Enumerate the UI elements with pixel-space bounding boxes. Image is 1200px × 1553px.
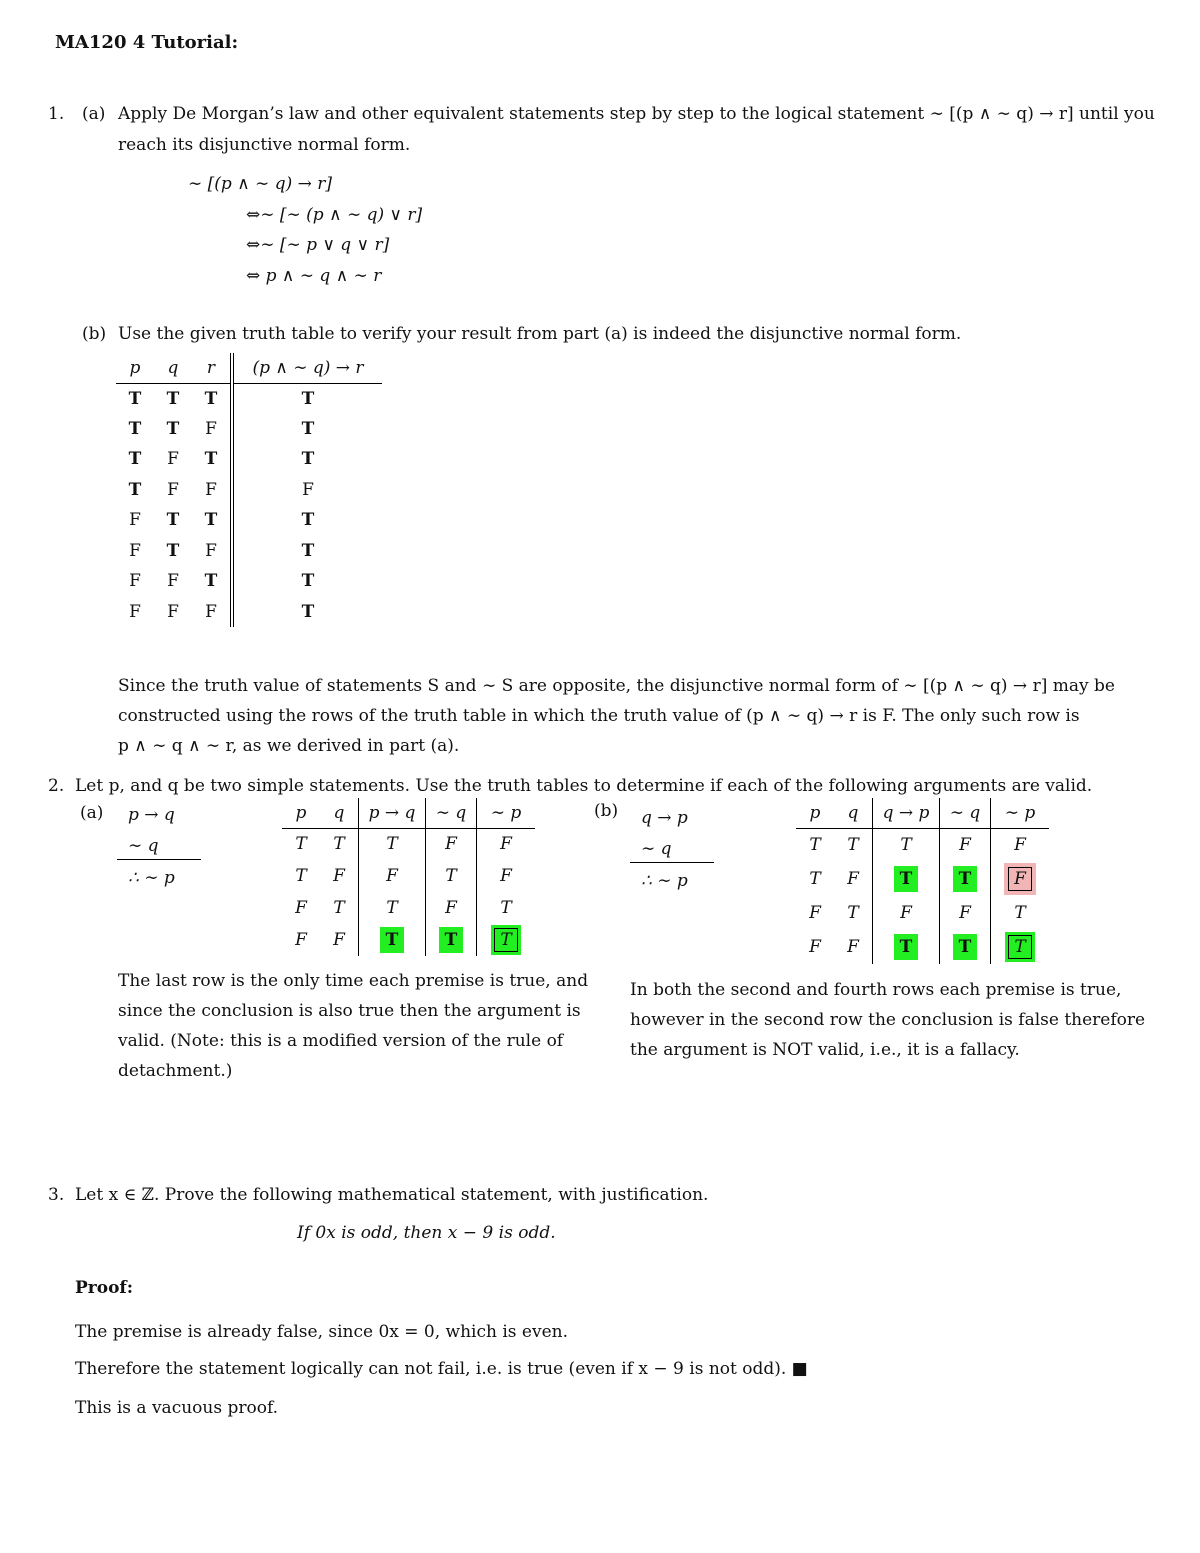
q1a-step-3: ⇔ p ∧ ∼ q ∧ ∼ r <box>246 266 382 286</box>
q2a-table-cell <box>477 924 536 956</box>
q2a-table-cell: F <box>295 898 307 918</box>
q1a-text2: reach its disjunctive normal form. <box>118 135 411 155</box>
q2b-table-cell: F <box>940 896 991 930</box>
q2a-table-cell <box>359 924 426 956</box>
q2a-premise-1: p → q <box>128 805 175 825</box>
q1-table-row <box>116 536 382 567</box>
q1-table-cell: F <box>129 571 141 592</box>
q2b-table-header: ∼ p <box>1004 802 1036 823</box>
q1-table-cell: T <box>166 418 180 439</box>
q2b-table-header: q → p <box>873 798 940 828</box>
q2b-highlight-conclusion <box>1005 932 1034 962</box>
q1-table-row <box>116 597 382 628</box>
q2a-table-cell: T <box>295 834 307 855</box>
q3-text: Let x ∈ ℤ. Prove the following mathematical statement, with justification. <box>75 1185 709 1205</box>
q1-table-cell: T <box>128 418 142 439</box>
q2a-table-header: q <box>320 798 359 828</box>
q2b-table-cell: T <box>809 835 821 856</box>
q2a-table-row <box>282 828 535 860</box>
q1-table-cell: T <box>301 571 315 592</box>
q2b-table-cell <box>991 862 1050 896</box>
q2a-premise-2: ∼ q <box>128 836 159 856</box>
q1-table-cell: F <box>192 414 232 445</box>
q1-table-cell: F <box>167 449 179 470</box>
q2b-explanation <box>630 975 1145 1065</box>
q1a-step-2: ⇔∼ [∼ p ∨ q ∨ r] <box>246 235 390 255</box>
q2a-label: (a) <box>80 803 104 823</box>
q1-table-header: q <box>167 357 179 378</box>
q2b-table-header: q <box>834 798 873 828</box>
q2a-table-cell: T <box>359 828 426 860</box>
q1-table-cell: F <box>167 479 179 500</box>
q1-conclusion <box>118 671 1115 761</box>
q1-table-row <box>116 444 382 475</box>
q1-table-cell: T <box>301 510 315 531</box>
q1-table-cell: F <box>192 597 232 628</box>
q2a-explanation <box>118 966 588 1086</box>
q2a-table-cell: F <box>426 828 477 860</box>
q2a-conclusion-value: T <box>494 928 517 952</box>
q2b-argument-rule <box>630 862 714 863</box>
q2b-table-cell: F <box>834 930 873 964</box>
q1-conclusion-line: p ∧ ∼ q ∧ ∼ r, as we derived in part (a). <box>118 736 460 756</box>
q2b-table-row <box>796 828 1049 862</box>
q1-table-cell: T <box>166 510 180 531</box>
q1-table-cell: F <box>129 540 141 561</box>
q2b-highlight-premise: T <box>894 866 919 892</box>
q1-table-cell: F <box>192 475 232 506</box>
q1-table-row <box>116 383 382 414</box>
q2a-table-header: p → q <box>359 798 426 828</box>
q2b-table-header: p <box>809 802 821 823</box>
q2-number: 2. <box>48 776 65 796</box>
q3-statement: If 0x is odd, then x − 9 is odd. <box>297 1223 556 1243</box>
q2b-explanation-line: the argument is NOT valid, i.e., it is a fallacy. <box>630 1040 1020 1060</box>
q2b-conclusion-value: T <box>1008 935 1031 959</box>
q2a-table-cell: F <box>500 834 512 855</box>
q2b-table-cell: F <box>940 828 991 862</box>
q2a-table-row <box>282 924 535 956</box>
q2b-label: (b) <box>594 801 619 821</box>
q2a-conclusion: ∴ ∼ p <box>128 868 175 888</box>
q2a-table-cell: T <box>320 828 359 860</box>
q2a-table-cell: T <box>295 866 307 886</box>
q2a-table-header: ∼ p <box>490 802 522 823</box>
q2a-table-cell: F <box>320 860 359 892</box>
q1-table-cell: T <box>192 383 232 414</box>
q1a-label: (a) <box>82 104 106 124</box>
q2b-table-cell: T <box>1014 903 1026 923</box>
q2a-table-cell: T <box>359 892 426 924</box>
q1-table-cell: F <box>192 536 232 567</box>
page-title: MA120 4 Tutorial: <box>55 32 239 53</box>
q2b-table-row <box>796 930 1049 964</box>
q2b-table-cell: F <box>873 896 940 930</box>
q1-table-header: p <box>129 357 141 378</box>
q1-table-row <box>116 414 382 445</box>
q3-proof-line: This is a vacuous proof. <box>75 1398 279 1418</box>
q2b-table-cell <box>991 930 1050 964</box>
q1-table-cell: T <box>301 540 315 561</box>
q1a-step-1: ⇔∼ [∼ (p ∧ ∼ q) ∨ r] <box>246 205 423 225</box>
q2a-table-cell: T <box>500 898 512 918</box>
q2b-table-cell: F <box>1014 835 1026 856</box>
q2a-table-row <box>282 860 535 892</box>
q3-proof-line: The premise is already false, since 0x = 0, which is even. <box>75 1322 568 1342</box>
q2b-truth-table <box>796 798 1049 964</box>
q1-table-cell: T <box>128 388 142 409</box>
q1-table-cell: T <box>301 418 315 439</box>
q2a-argument-rule <box>117 859 201 860</box>
q2a-table-cell <box>426 924 477 956</box>
q2b-table-cell: T <box>834 896 873 930</box>
q1-table-row <box>116 505 382 536</box>
q1-table-cell: T <box>192 566 232 597</box>
q1-table-cell: T <box>166 540 180 561</box>
q2a-explanation-line: since the conclusion is also true then the argument is <box>118 1001 581 1021</box>
q2a-table-cell: F <box>426 892 477 924</box>
q1-table-cell: F <box>167 601 179 622</box>
q2a-table-cell: F <box>320 924 359 956</box>
q2b-highlight-premise: T <box>953 866 978 892</box>
q2a-table-row <box>282 892 535 924</box>
q2b-table-header: ∼ q <box>940 798 991 828</box>
q1-table-cell: T <box>301 388 315 409</box>
q2b-highlight-premise: T <box>894 934 919 960</box>
q3-proof-line: Therefore the statement logically can not fail, i.e. is true (even if x − 9 is not odd). ■ <box>75 1359 808 1379</box>
q2b-conclusion-value: F <box>1008 867 1032 891</box>
q3-proof-label: Proof: <box>75 1278 134 1298</box>
q2b-premise-1: q → p <box>641 808 688 828</box>
q1a-text: Apply De Morgan’s law and other equivalent statements step by step to the logical statement ∼ [(p ∧ ∼ q) → r] until you <box>118 104 1155 124</box>
q1-table-cell: F <box>129 601 141 622</box>
q1a-step-0: ∼ [(p ∧ ∼ q) → r] <box>188 174 333 194</box>
q2a-table-header: ∼ q <box>426 798 477 828</box>
q2a-table-header: p <box>295 802 307 823</box>
q2-text: Let p, and q be two simple statements. Use the truth tables to determine if each of the following arguments are valid. <box>75 776 1093 796</box>
q2a-table-cell: T <box>320 892 359 924</box>
q1-table-row <box>116 475 382 506</box>
q2a-explanation-line: The last row is the only time each premise is true, and <box>118 971 589 991</box>
q1-table-cell: F <box>167 571 179 592</box>
q2a-table-cell: T <box>426 860 477 892</box>
q1-table-cell: T <box>128 479 142 500</box>
q2b-table-cell: F <box>809 937 821 957</box>
q2b-table-cell <box>940 930 991 964</box>
q1b-label: (b) <box>82 324 107 344</box>
q2b-conclusion: ∴ ∼ p <box>641 871 688 891</box>
q2b-table-cell <box>873 862 940 896</box>
q1-table-cell: T <box>128 449 142 470</box>
q2b-table-cell <box>940 862 991 896</box>
q3-number: 3. <box>48 1185 65 1205</box>
q2b-highlight-premise: T <box>953 934 978 960</box>
q2b-highlight-conclusion <box>1004 863 1036 895</box>
q2a-highlight-premise: T <box>380 927 405 953</box>
q2a-table-cell: F <box>500 866 512 886</box>
q2b-table-row <box>796 896 1049 930</box>
q2a-highlight-premise: T <box>439 927 464 953</box>
q2b-table-cell: T <box>809 869 821 889</box>
q2a-truth-table <box>282 798 535 956</box>
q2a-table-cell: F <box>359 860 426 892</box>
q1-table-cell: T <box>192 505 232 536</box>
q2b-table-cell: F <box>809 903 821 923</box>
q2b-table-cell: F <box>834 862 873 896</box>
q1-table-header: (p ∧ ∼ q) → r <box>252 357 364 378</box>
q2b-explanation-line: however in the second row the conclusion is false therefore <box>630 1010 1146 1030</box>
q1-table-cell: T <box>301 601 315 622</box>
q1-table-cell: F <box>129 510 141 531</box>
q2a-highlight-conclusion <box>491 925 520 955</box>
q2b-premise-2: ∼ q <box>641 839 672 859</box>
q2a-explanation-line: detachment.) <box>118 1061 233 1081</box>
q2b-table-cell: T <box>834 828 873 862</box>
q1-conclusion-line: constructed using the rows of the truth table in which the truth value of (p ∧ ∼ q) → r is F. The only such row is <box>118 706 1080 726</box>
q2b-table-row <box>796 862 1049 896</box>
q1-table-cell: T <box>166 388 180 409</box>
q1b-text: Use the given truth table to verify your result from part (a) is indeed the disjunctive normal form. <box>118 324 962 344</box>
q1-table-row <box>116 566 382 597</box>
q1-number: 1. <box>48 104 65 124</box>
q2b-table-cell <box>873 930 940 964</box>
q2b-table-cell: T <box>873 828 940 862</box>
q2a-table-cell: F <box>295 930 307 950</box>
q1-table-cell: F <box>302 479 314 500</box>
q2b-explanation-line: In both the second and fourth rows each premise is true, <box>630 980 1122 1000</box>
q1-table-cell: T <box>192 444 232 475</box>
q1-table-header: r <box>192 353 232 383</box>
q1-conclusion-line: Since the truth value of statements S and ∼ S are opposite, the disjunctive normal form of ∼ [(p ∧ ∼ q) → r] may be <box>118 676 1115 696</box>
q1-table-cell: T <box>301 449 315 470</box>
q2a-explanation-line: valid. (Note: this is a modified version of the rule of <box>118 1031 564 1051</box>
q1-truth-table <box>116 353 382 627</box>
